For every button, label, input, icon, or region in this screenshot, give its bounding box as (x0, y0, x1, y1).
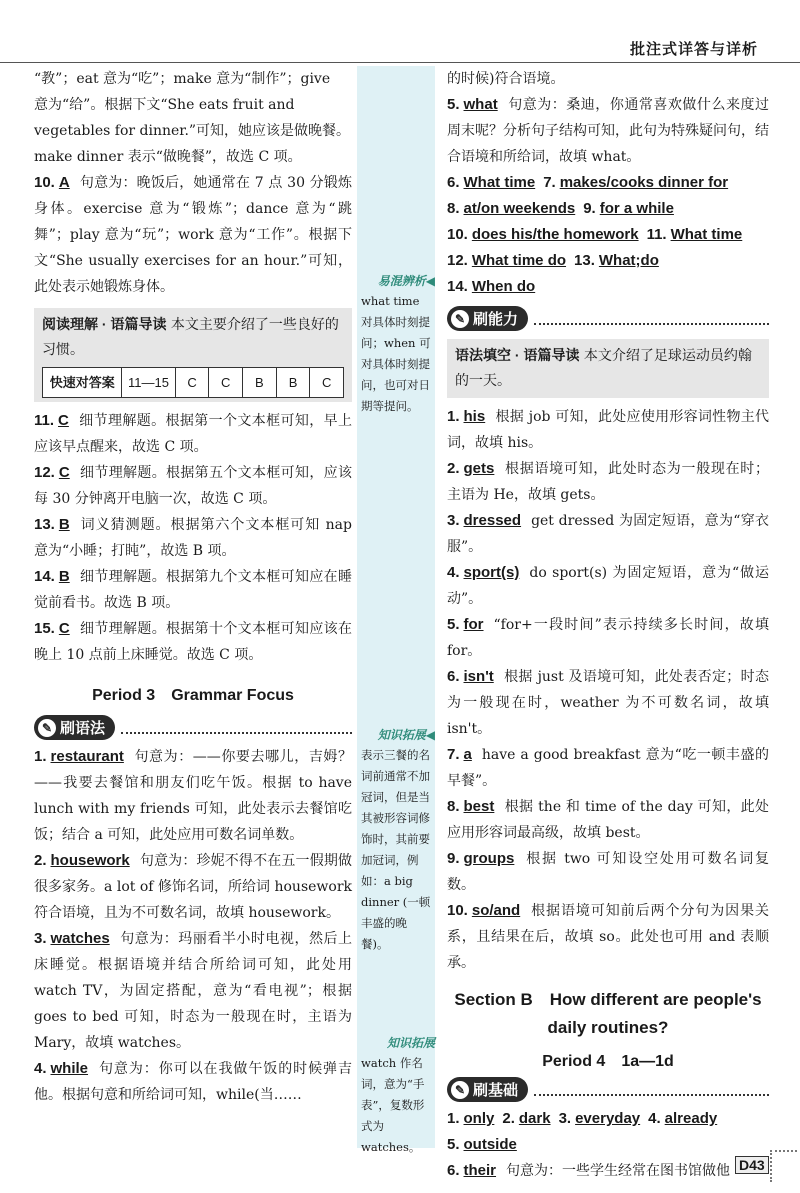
item-answer: housework (50, 852, 130, 869)
cont-line: make dinner 表示“做晚餐”，故选 C 项。 (34, 149, 302, 165)
cloze-item: 7. a have a good breakfast 意为“吃一顿丰盛的早餐”。 (447, 746, 769, 789)
item-explanation: 细节理解题。根据第五个文本框可知，应该每 30 分钟离开电脑一次，故选 C 项。 (34, 465, 352, 507)
note-extension-2 (357, 1034, 435, 1158)
item-answer: C (58, 620, 70, 637)
ability-badge-label: 刷能力 (473, 311, 519, 328)
quick-answer-label: 快速对答案 (49, 375, 115, 390)
annotation-column (357, 66, 435, 1154)
item-answer: C (58, 464, 70, 481)
answer-item (34, 460, 352, 512)
pen-icon: ✎ (451, 1081, 469, 1099)
answer-item (34, 512, 352, 564)
cloze-item: 6. isn't 根据 just 及语境可知，此处表否定；时态为一般现在时，weather 为不可数名词，故填 isn't。 (447, 668, 769, 737)
cloze-item: 8. best 根据 the 和 time of the day 可知，此处应用形容词最高级，故填 best。 (447, 798, 769, 841)
item-explanation: 细节理解题。根据第一个文本框可知，早上应该早点醒来，故选 C 项。 (34, 413, 352, 455)
note-extension-1 (357, 726, 435, 955)
note-text: what time 对具体时刻提问；when 可对具体时刻提问，也可对日期等提问。 (361, 294, 431, 413)
grammar-item (34, 1056, 352, 1108)
basic-answer-row: 1. only 2. dark 3. everyday 4. already (447, 1110, 718, 1127)
period-3-title: Period 3 Grammar Focus (92, 687, 294, 704)
reading-guide-label: 阅读理解 · 语篇导读 (42, 316, 167, 332)
item-answer: B (58, 516, 70, 533)
basic-answer-row: 5. outside (447, 1136, 517, 1153)
header-divider (0, 62, 800, 63)
cloze-guide-intro: 本文介绍了足球运动员约翰的一天。 (455, 348, 752, 389)
item-explanation: 句意为：晚饭后，她通常在 7 点 30 分锻炼身体。exercise 意为“锻炼”；dance 意为“跳舞”；play 意为“玩”；work 意为“工作”。根据下文“She usually exercises for an hour.”可知，此处表示她锻炼身体。 (34, 175, 352, 295)
cloze-item: 5. for “for+一段时间”表示持续多长时间，故填 for。 (447, 616, 769, 659)
quick-answer-cell: C (309, 368, 343, 397)
item-number: 12. (34, 464, 55, 481)
basic-answer-item: 6. their 句意为：一些学生经常在图书馆做他 (447, 1162, 731, 1179)
cloze-item: 4. sport(s) do sport(s) 为固定短语，意为“做运动”。 (447, 564, 769, 607)
cont-line: 意为“给”。根据下文“She eats fruit and (34, 97, 295, 113)
answer-item (34, 616, 352, 668)
section-b-title: Section B How different are people's daily routines? (454, 990, 762, 1037)
quick-answer-cell: B (242, 368, 276, 397)
note-text: 表示三餐的名词前通常不加冠词，但是当其被形容词修饰时，其前要加冠词，例如：a big dinner (一顿丰盛的晚餐)。 (361, 748, 431, 951)
dotted-divider (534, 1084, 769, 1096)
answer-item (34, 408, 352, 460)
note-tag: 知识拓展◀ (377, 728, 435, 742)
reading-guide-box (34, 308, 352, 402)
answer-pair-row: 6. What time 7. makes/cooks dinner for (447, 174, 729, 191)
item-explanation: 句意为：——你要去哪儿，吉姆？——我要去餐馆和朋友们吃午饭。根据 to have lunch with my friends 可知，此处表示去餐馆吃饭；结合 a 可知，此处应用可数名词单数。 (34, 749, 352, 843)
quick-answer-cell: C (208, 368, 242, 397)
quick-answer-cell: C (175, 368, 209, 397)
cloze-item: 2. gets 根据语境可知，此处时态为一般现在时；主语为 He，故填 gets。 (447, 460, 769, 503)
cloze-guide-box (447, 339, 769, 398)
left-column (34, 66, 352, 1108)
cont-line: vegetables for dinner.”可知，她应该是做晚餐。 (34, 123, 351, 139)
answer-pair-row: 10. does his/the homework 11. What time (447, 226, 743, 243)
cloze-item: 9. groups 根据 two 可知设空处用可数名词复数。 (447, 850, 769, 893)
corner-dots (770, 1150, 797, 1182)
item-explanation: 细节理解题。根据第十个文本框可知应该在晚上 10 点前上床睡觉。故选 C 项。 (34, 621, 352, 663)
item-explanation: 句意为：珍妮不得不在五一假期做很多家务。a lot of 修饰名词，所给词 housework 符合语境，且为不可数名词，故填 housework。 (34, 853, 352, 921)
cloze-item: 1. his 根据 job 可知，此处应使用形容词性物主代词，故填 his。 (447, 408, 769, 451)
answer-item-10 (34, 170, 352, 300)
grammar-badge-label: 刷语法 (60, 720, 106, 737)
right-column (447, 66, 769, 1184)
answer-item (34, 564, 352, 616)
pen-icon: ✎ (38, 719, 56, 737)
quick-answer-cell: B (276, 368, 310, 397)
note-confusion (357, 272, 435, 417)
item-number: 11. (34, 412, 55, 429)
basic-badge (447, 1077, 528, 1102)
note-tag: 易混辨析◀ (377, 274, 435, 288)
item-number: 10. (34, 174, 55, 191)
item-number: 4. (34, 1060, 47, 1077)
item-explanation: 句意为：你可以在我做午饭的时候弹吉他。根据句意和所给词可知，while(当…… (34, 1061, 352, 1103)
item-answer: C (58, 412, 69, 429)
quick-answer-table (42, 367, 344, 398)
grammar-item (34, 848, 352, 926)
note-tag: 知识拓展 (386, 1036, 435, 1050)
arrow-left-icon: ◀ (425, 728, 435, 742)
answer-pair-row: 8. at/on weekends 9. for a while (447, 200, 674, 217)
item-answer: what (463, 96, 498, 113)
quick-answer-range: 11—15 (121, 368, 174, 397)
cont-line: “教”；eat 意为“吃”；make 意为“制作”；give (34, 71, 331, 87)
grammar-item (34, 744, 352, 848)
cloze-item: 10. so/and 根据语境可知前后两个分句为因果关系，且结果在后，故填 so。此处也可用 and 表顺承。 (447, 902, 769, 971)
reading-guide-intro: 本文主要介绍了一些良好的习惯。 (42, 317, 339, 358)
answer-pair-row: 12. What time do 13. What;do (447, 252, 659, 269)
grammar-section-header (34, 715, 352, 740)
basic-badge-label: 刷基础 (473, 1082, 519, 1099)
item-answer: watches (50, 930, 110, 947)
period-4-title: Period 4 1a—1d (542, 1053, 674, 1070)
pen-icon: ✎ (451, 310, 469, 328)
item-explanation: 细节理解题。根据第九个文本框可知应在睡觉前看书。故选 B 项。 (34, 569, 352, 611)
grammar-item (34, 926, 352, 1056)
cloze-item: 3. dressed get dressed 为固定短语，意为“穿衣服”。 (447, 512, 769, 555)
item-number: 2. (34, 852, 47, 869)
answer-item (447, 92, 769, 170)
dotted-divider (534, 313, 769, 325)
item-number: 5. (447, 96, 460, 113)
basic-section-header (447, 1077, 769, 1102)
item-explanation: 句意为：桑迪，你通常喜欢做什么来度过周末呢？分析句子结构可知，此句为特殊疑问句，结合语境和所给词，故填 what。 (447, 97, 769, 165)
item-answer: A (58, 174, 70, 191)
answer-pair-row: 14. When do (447, 278, 536, 295)
item-answer: while (50, 1060, 89, 1077)
note-text: watch 作名词，意为“手表”，复数形式为 watches。 (361, 1056, 425, 1154)
item-number: 14. (34, 568, 55, 585)
item-answer: B (58, 568, 70, 585)
item-answer: restaurant (50, 748, 124, 765)
item-number: 15. (34, 620, 55, 637)
page-header-title: 批注式详答与详析 (630, 40, 759, 58)
dotted-divider (121, 722, 352, 734)
item-explanation: 句意为：玛丽看半小时电视，然后上床睡觉。根据语境并结合所给词可知，此处用 watch TV，为固定搭配，意为“看电视”；根据 goes to bed 可知，时态为一般现在时，主语为 Mary，故填 watches。 (34, 931, 352, 1051)
item-number: 13. (34, 516, 55, 533)
item-number: 1. (34, 748, 47, 765)
arrow-left-icon: ◀ (425, 274, 435, 288)
item-number: 3. (34, 930, 47, 947)
ability-badge (447, 306, 528, 331)
cont-line: 的时候)符合语境。 (447, 71, 565, 87)
page-number: D43 (735, 1156, 769, 1174)
cloze-guide-label: 语法填空 · 语篇导读 (455, 347, 580, 363)
ability-section-header (447, 306, 769, 331)
grammar-badge (34, 715, 115, 740)
item-explanation: 词义猜测题。根据第六个文本框可知 nap 意为“小睡；打盹”，故选 B 项。 (34, 517, 352, 559)
